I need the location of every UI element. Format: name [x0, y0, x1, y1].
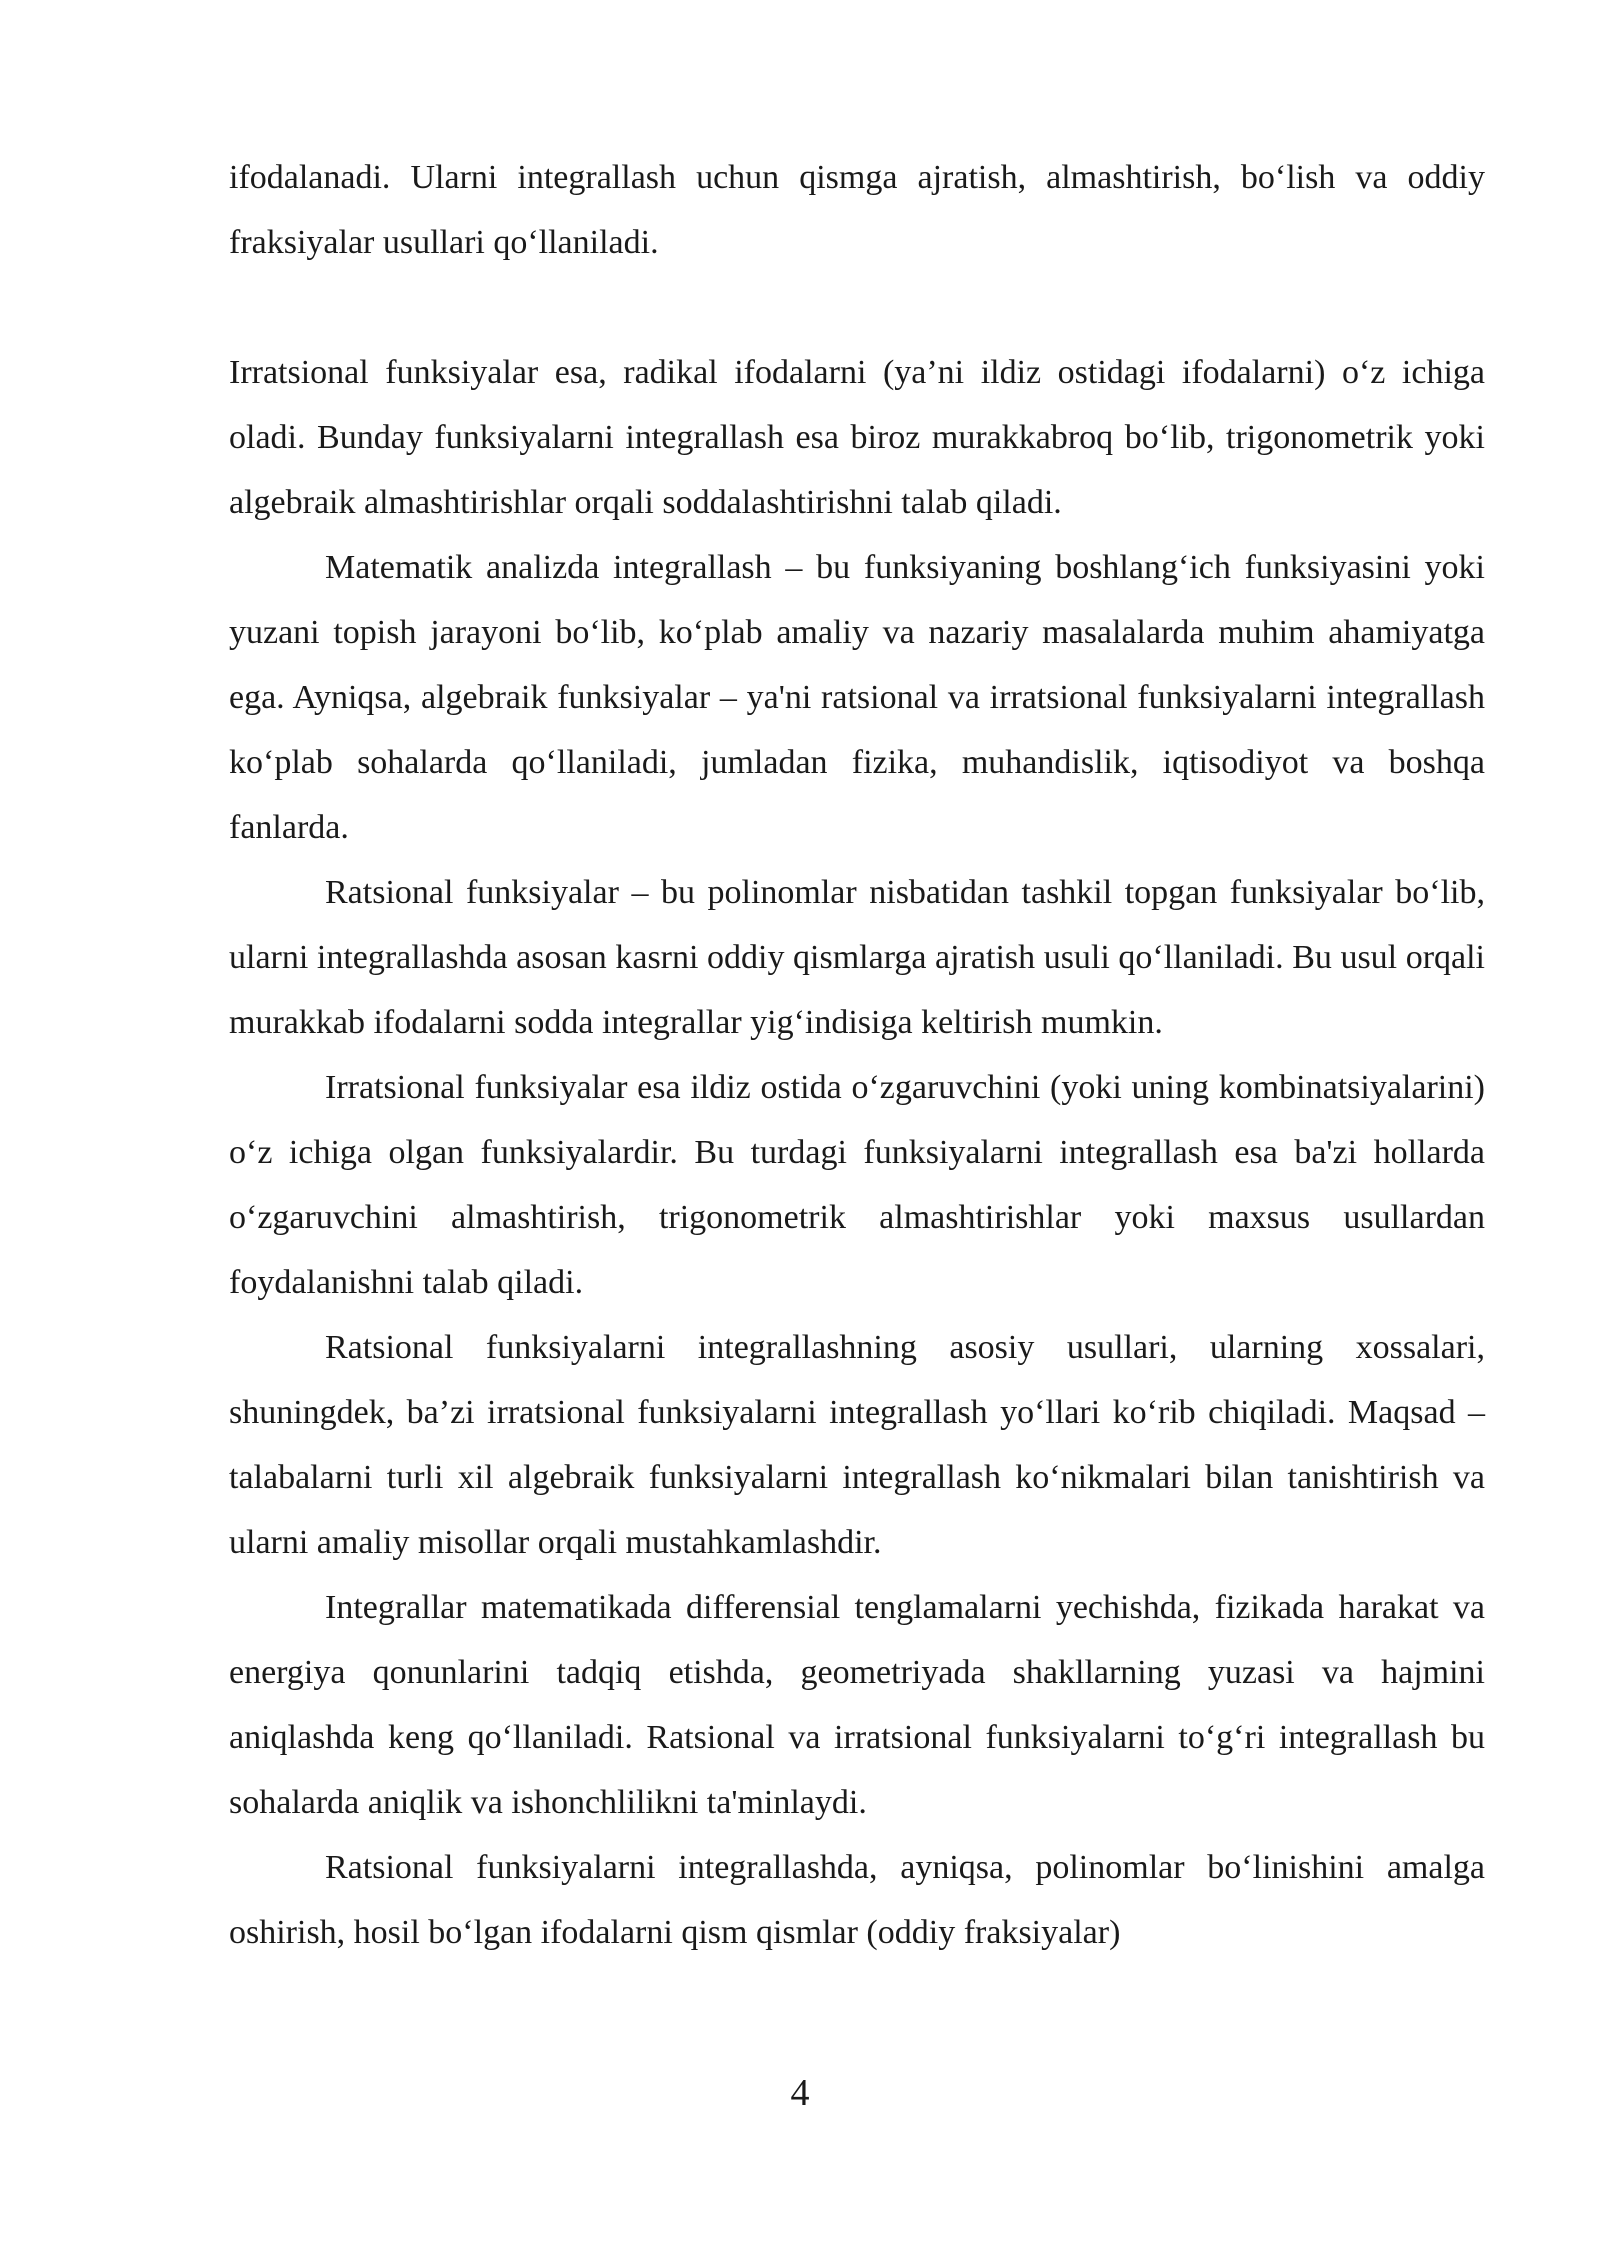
paragraph-8: Ratsional funksiyalarni integrallashda, ayniqsa, polinomlar bo‘linishini amalga oshirish, hosil bo‘lgan ifodalarni qism qismlar (oddiy fraksiyalar) [229, 1849, 1485, 1951]
paragraph-7: Integrallar matematikada differensial tenglamalarni yechishda, fizikada harakat va energiya qonunlarini tadqiq etishda, geometriyada shakllarning yuzasi va hajmini aniqlashda keng qo‘llaniladi. Ratsional va irratsional funksiyalarni to‘g‘ri integrallash bu sohalarda aniqlik va ishonchlilikni ta'minlaydi. [229, 1589, 1485, 1821]
page-body [229, 145, 1485, 1965]
paragraph-5: Irratsional funksiyalar esa ildiz ostida o‘zgaruvchini (yoki uning kombinatsiyalarini) o‘z ichiga olgan funksiyalardir. Bu turdagi funksiyalarni integrallash esa ba'zi hollarda o‘zgaruvchini almashtirish, trigonometrik almashtirishlar yoki maxsus usullardan foydalanishni talab qiladi. [229, 1069, 1485, 1301]
paragraph-3: Matematik analizda integrallash – bu funksiyaning boshlang‘ich funksiyasini yoki yuzani topish jarayoni bo‘lib, ko‘plab amaliy va nazariy masalalarda muhim ahamiyatga ega. Ayniqsa, algebraik funksiyalar – ya'ni ratsional va irratsional funksiyalarni integrallash ko‘plab sohalarda qo‘llaniladi, jumladan fizika, muhandislik, iqtisodiyot va boshqa fanlarda. [229, 549, 1485, 846]
paragraph-6: Ratsional funksiyalarni integrallashning asosiy usullari, ularning xossalari, shuningdek, ba’zi irratsional funksiyalarni integrallash yo‘llari ko‘rib chiqiladi. Maqsad – talabalarni turli xil algebraik funksiyalarni integrallash ko‘nikmalari bilan tanishtirish va ularni amaliy misollar orqali mustahkamlashdir. [229, 1329, 1485, 1561]
paragraph-gap [229, 275, 1485, 340]
paragraph-1: ifodalanadi. Ularni integrallash uchun qismga ajratish, almashtirish, bo‘lish va oddiy fraksiyalar usullari qo‘llaniladi. [229, 159, 1485, 261]
paragraph-4: Ratsional funksiyalar – bu polinomlar nisbatidan tashkil topgan funksiyalar bo‘lib, ularni integrallashda asosan kasrni oddiy qismlarga ajratish usuli qo‘llaniladi. Bu usul orqali murakkab ifodalarni sodda integrallar yig‘indisiga keltirish mumkin. [229, 874, 1485, 1041]
paragraph-2: Irratsional funksiyalar esa, radikal ifodalarni (ya’ni ildiz ostidagi ifodalarni) o‘z ichiga oladi. Bunday funksiyalarni integrallash esa biroz murakkabroq bo‘lib, trigonometrik yoki algebraik almashtirishlar orqali soddalashtirishni talab qiladi. [229, 354, 1485, 521]
page-number: 4 [790, 2072, 810, 2114]
